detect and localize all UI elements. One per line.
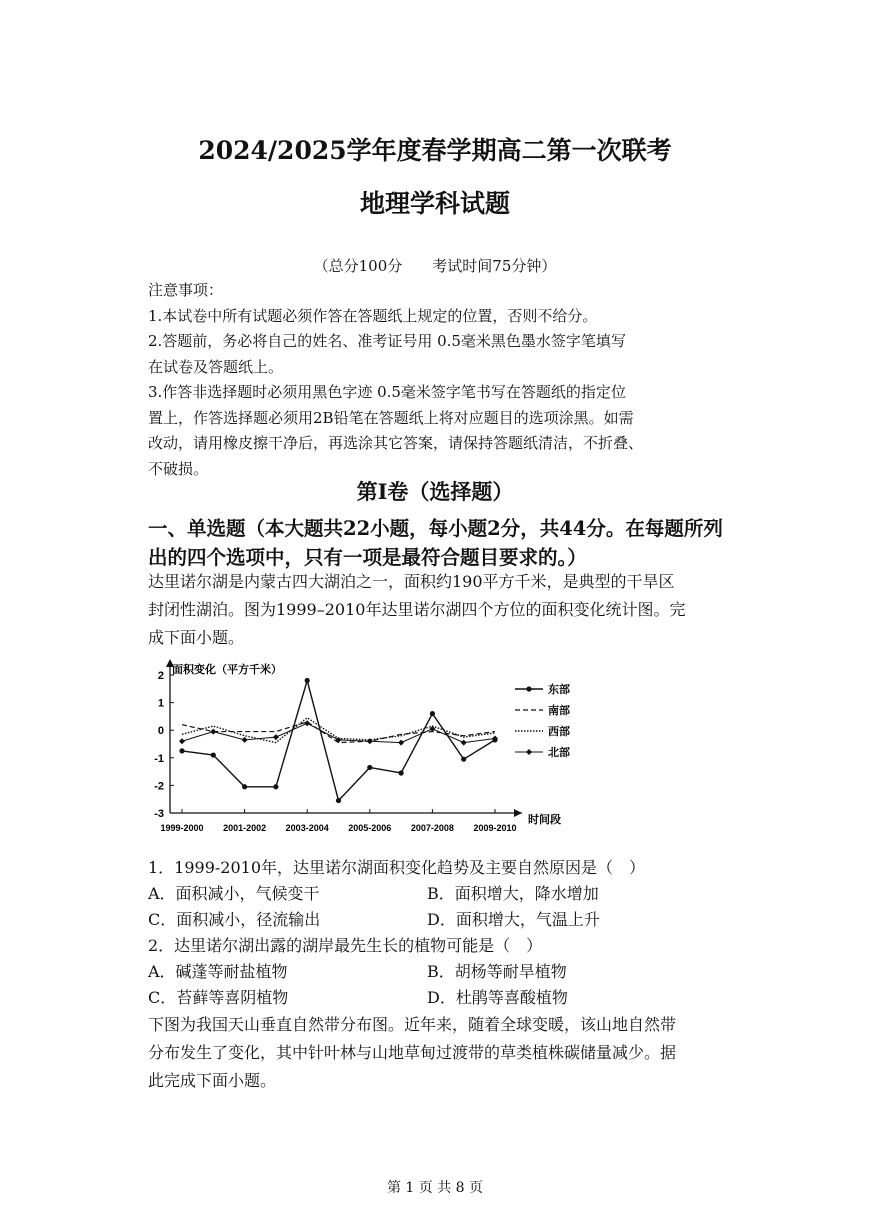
y-tick-label: -3 [154, 808, 164, 820]
part-heading: 一、单选题（本大题共22小题，每小题2分，共44分。在每题所列出的四个选项中，只有一项是最符合题目要求的。） [148, 517, 723, 569]
chart-lines [179, 678, 498, 803]
exam-subject: 地理学科试题 [359, 189, 510, 218]
chart-legend [515, 682, 570, 759]
data-point-east [367, 765, 372, 770]
question-1-option-d[interactable]: D．面积增大，气温上升 [427, 910, 600, 929]
x-tick-label: 2001-2002 [223, 823, 267, 833]
question-2-stem: 2．达里诺尔湖出露的湖岸最先生长的植物可能是（ ） [148, 936, 543, 955]
legend-marker [526, 686, 531, 691]
data-point-north [242, 737, 248, 743]
y-tick-label: -1 [154, 752, 164, 765]
y-tick-label: 1 [157, 697, 164, 710]
passage-line: 此完成下面小题。 [148, 1071, 277, 1090]
question-1-option-c[interactable]: C．面积减小，径流输出 [148, 910, 321, 929]
x-tick-label: 1999-2000 [160, 823, 204, 833]
data-point-north [210, 729, 216, 735]
question-2-option-b[interactable]: B．胡杨等耐旱植物 [427, 962, 567, 981]
data-point-east [336, 798, 341, 803]
passage-2 [148, 1011, 728, 1095]
notice [148, 278, 728, 482]
question-1-option-b[interactable]: B．面积增大，降水增加 [427, 884, 599, 903]
notice-line: 在试卷及答题纸上。 [148, 357, 284, 376]
data-point-north [336, 737, 342, 743]
exam-title: 2024/2025学年度春学期高二第一次联考 [198, 136, 672, 165]
passage-1 [148, 568, 728, 652]
data-point-east [273, 784, 278, 789]
notice-line: 3.作答非选择题时必须用黑色字迹 0.5毫米签字笔书写在答题纸的指定位 [148, 383, 626, 401]
data-point-east [461, 757, 466, 762]
passage-line: 分布发生了变化，其中针叶林与山地草甸过渡带的草类植株碳储量减少。据 [148, 1043, 677, 1062]
data-point-east [305, 678, 310, 683]
x-tick-label: 2005-2006 [348, 823, 392, 833]
notice-line: 改动，请用橡皮擦干净后，再选涂其它答案，请保持答题纸清洁，不折叠、 [148, 434, 644, 452]
data-point-north [398, 740, 404, 746]
question-2-option-c[interactable]: C．苔藓等喜阴植物 [148, 988, 289, 1007]
data-point-north [179, 738, 185, 744]
question-1-stem: 1．1999-2010年，达里诺尔湖面积变化趋势及主要自然原因是（ ） [148, 858, 646, 877]
x-tick-label: 2003-2004 [285, 823, 329, 833]
x-tick-label: 2009-2010 [473, 823, 517, 833]
notice-line: 2.答题前，务必将自己的姓名、准考证号用 0.5毫米黑色墨水签字笔填写 [148, 332, 626, 350]
legend-marker [526, 749, 532, 755]
data-point-east [179, 748, 184, 753]
y-tick-label: -2 [154, 780, 164, 793]
y-tick-label: 2 [157, 670, 164, 682]
x-tick-label: 2007-2008 [410, 823, 454, 833]
legend-label-north: 北部 [548, 747, 570, 759]
data-point-east [211, 752, 216, 757]
question-2-option-d[interactable]: D．杜鹃等喜酸植物 [427, 988, 568, 1007]
notice-heading: 注意事项： [148, 281, 224, 299]
data-point-east [399, 770, 404, 775]
passage-line: 封闭性湖泊。图为1999–2010年达里诺尔湖四个方位的面积变化统计图。完 [148, 600, 686, 619]
data-point-north [273, 734, 279, 740]
page-footer: 第 1 页 共 8 页 [386, 1180, 484, 1196]
notice-line: 1.本试卷中所有试题必须作答在答题纸上规定的位置，否则不给分。 [148, 306, 598, 325]
y-tick-label: 0 [157, 725, 164, 738]
notice-line: 不破损。 [148, 459, 209, 478]
y-axis-label: 面积变化（平方千米） [172, 664, 282, 676]
legend-label-south: 南部 [548, 705, 570, 717]
question-2-option-a[interactable]: A．碱蓬等耐盐植物 [148, 962, 288, 981]
data-point-north [461, 740, 467, 746]
section-title: 第Ⅰ卷（选择题） [356, 479, 514, 504]
exam-meta: （总分100分 考试时间75分钟） [313, 257, 557, 275]
legend-label-west: 西部 [548, 726, 570, 738]
passage-line: 达里诺尔湖是内蒙古四大湖泊之一，面积约190平方千米，是典型的干旱区 [148, 572, 675, 591]
x-axis-arrow [514, 809, 522, 817]
data-point-east [242, 784, 247, 789]
passage-line: 成下面小题。 [148, 628, 245, 647]
legend-label-east: 东部 [548, 684, 570, 696]
notice-line: 置上，作答选择题必须用2B铅笔在答题纸上将对应题目的选项涂黑。如需 [148, 408, 634, 427]
passage-line: 下图为我国天山垂直自然带分布图。近年来，随着全球变暖，该山地自然带 [148, 1015, 677, 1034]
question-1-option-a[interactable]: A．面积减小，气候变干 [148, 884, 320, 903]
area-change-chart [150, 655, 590, 845]
data-point-east [430, 711, 435, 716]
x-axis-label: 时间段 [528, 814, 561, 826]
chart-axes [154, 659, 522, 833]
data-point-north [304, 720, 310, 726]
